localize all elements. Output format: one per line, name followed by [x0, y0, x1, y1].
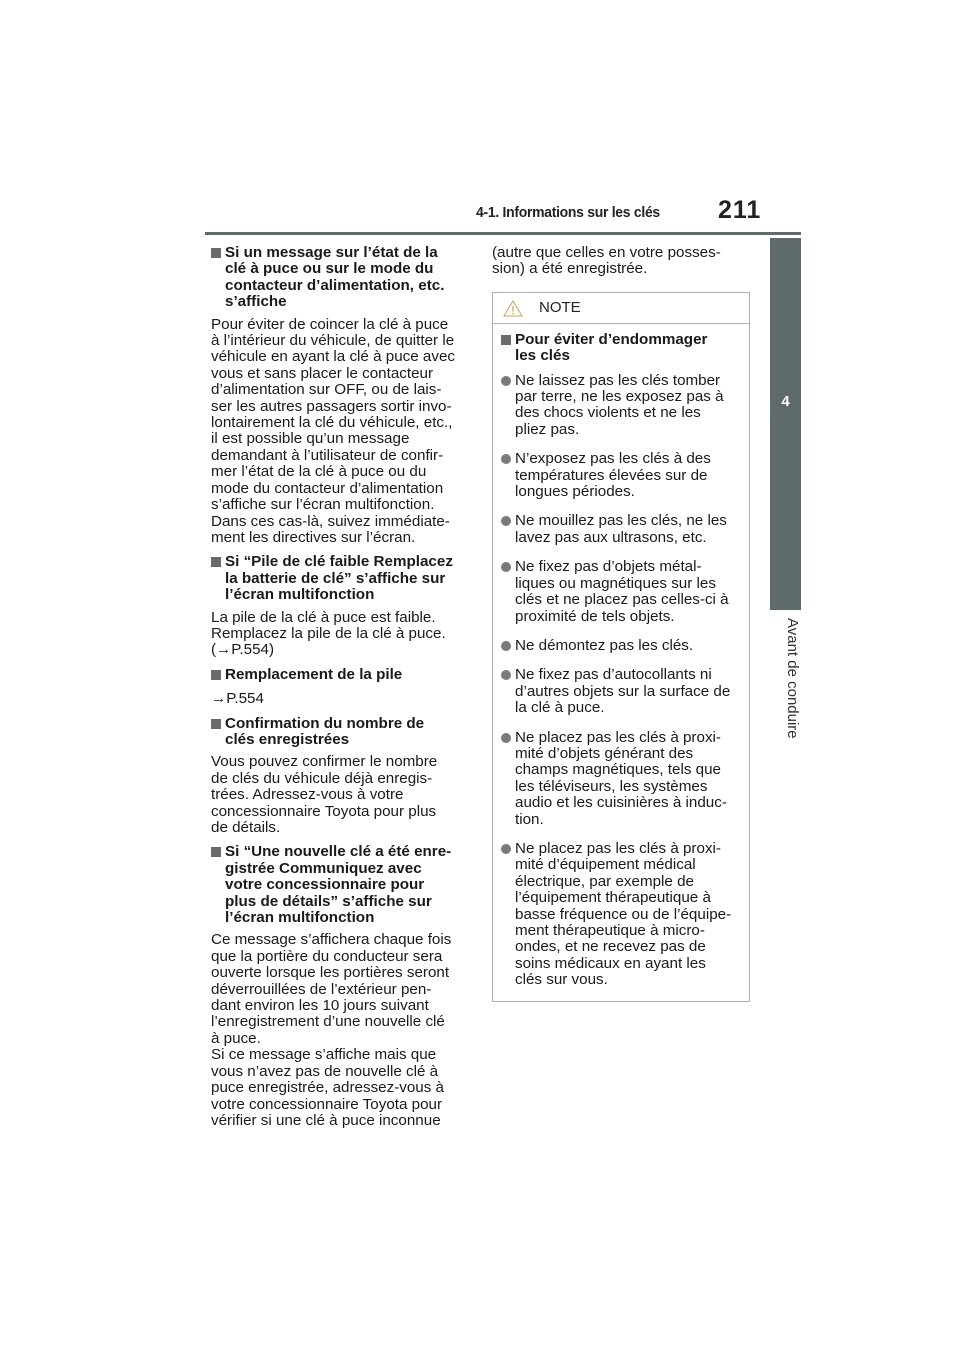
section-body: Pour éviter de coincer la clé à puce à l’intérieur du véhicule, de quitter le véhicule en ayant la clé à puce avec vous et sans placer le contacteur d’alimentation sur OFF, ou de lais- ser les autres passagers sortir invo- lontairement la clé du véhicule, etc., il est possible qu’un message demandant à l’utilisateur de confir- mer l’état de la clé à puce ou du mode du contacteur d’alimentation s’affiche sur l’écran multifonction. Dans ces cas-là, suivez immédiate- ment les directives sur l’écran.: [211, 315, 456, 546]
chapter-tab: [770, 238, 801, 610]
heading-text: Confirmation du nombre de clés enregistrées: [225, 714, 425, 748]
bullet-dot-icon: [501, 454, 511, 464]
note-bullet: [501, 638, 743, 654]
section-body: La pile de la clé à puce est faible. Remplacez la pile de la clé à puce. (→P.554): [211, 608, 446, 659]
bullet-dot-icon: [501, 641, 511, 651]
note-bullet: [501, 373, 743, 439]
right-column: [492, 245, 750, 1002]
chapter-label: [770, 618, 801, 778]
warning-triangle-icon: [503, 300, 523, 317]
bullet-text: Ne laissez pas les clés tomber par terre, ne les exposez pas à des chocs violents et ne les pliez pas.: [515, 371, 724, 438]
left-column: [211, 245, 471, 1133]
heading-text: Si “Une nouvelle clé a été enre- gistrée Communiquez avec votre concessionnaire pour plus de détails” s’affiche sur l’écran multifonction: [225, 843, 452, 927]
section-title: 4-1. Informations sur les clés: [476, 204, 660, 221]
header-rule: [205, 232, 801, 235]
page-number: 211: [718, 196, 762, 224]
bullet-text: Ne fixez pas d’objets métal- liques ou magnétiques sur les clés et ne placez pas celles-ci à proximité de tels objets.: [515, 558, 729, 625]
bullet-dot-icon: [501, 376, 511, 386]
continuation-text: (autre que celles en votre posses- sion) a été enregistrée.: [492, 244, 721, 278]
heading-text: Si un message sur l’état de la clé à puce ou sur le mode du contacteur d’alimentation, etc. s’affiche: [225, 244, 445, 311]
chapter-label-text: Avant de conduire: [784, 618, 801, 739]
bullet-text: Ne placez pas les clés à proxi- mité d’objets générant des champs magnétiques, tels que les téléviseurs, les systèmes audio et les cuisinières à induc- tion.: [515, 728, 727, 828]
note-bullet: [501, 513, 743, 546]
bullet-text: N’exposez pas les clés à des températures élevées sur de longues périodes.: [515, 450, 711, 501]
note-title: NOTE: [539, 298, 581, 316]
bullet-text: Ne placez pas les clés à proxi- mité d’équipement médical électrique, par exemple de l’équipement thérapeutique à basse fréquence ou de l’équipe- ment thérapeutique à micro- ondes, et ne recevez pas de soins médicaux en ayant les clés sur vous.: [515, 839, 732, 989]
bullet-text: Ne mouillez pas les clés, ne les lavez pas aux ultrasons, etc.: [515, 512, 727, 546]
square-bullet-icon: [501, 335, 511, 345]
bullet-text: Ne fixez pas d’autocollants ni d’autres objets sur la surface de la clé à puce.: [515, 666, 731, 717]
bullet-text: Ne démontez pas les clés.: [515, 636, 694, 654]
note-body: [493, 324, 749, 989]
square-bullet-icon: [211, 557, 221, 567]
section-body: →P.554: [211, 690, 264, 708]
section-heading: [211, 716, 471, 749]
chapter-number: 4: [781, 393, 790, 410]
section-heading: [211, 844, 471, 926]
note-bullet: [501, 451, 743, 500]
section-heading: [211, 667, 471, 683]
note-bullet: [501, 841, 743, 989]
note-header: [493, 293, 749, 324]
section-body: Ce message s’affichera chaque fois que la portière du conducteur sera ouverte lorsque les portières seront déverrouillées de l’extérieur pen- dant environ les 10 jours suivant l’enregistrement d’une nouvelle clé à puce. Si ce message s’affiche mais que vous n’avez pas de nouvelle clé à puce enregistrée, adressez-vous à votre concessionnaire Toyota pour vérifier si une clé à puce inconnue: [211, 931, 452, 1129]
bullet-dot-icon: [501, 733, 511, 743]
note-bullet: [501, 730, 743, 828]
section-heading: [211, 554, 471, 603]
bullet-dot-icon: [501, 562, 511, 572]
bullet-dot-icon: [501, 670, 511, 680]
note-heading-text: Pour éviter d’endommager les clés: [515, 330, 708, 365]
note-bullet: [501, 667, 743, 716]
section-heading: [211, 245, 471, 311]
square-bullet-icon: [211, 847, 221, 857]
note-bullet: [501, 559, 743, 625]
note-heading: [501, 332, 743, 365]
square-bullet-icon: [211, 248, 221, 258]
note-box: [492, 292, 750, 1002]
square-bullet-icon: [211, 670, 221, 680]
bullet-dot-icon: [501, 516, 511, 526]
heading-text: Si “Pile de clé faible Remplacez la batterie de clé” s’affiche sur l’écran multifonction: [225, 553, 453, 604]
heading-text: Remplacement de la pile: [225, 665, 403, 683]
bullet-dot-icon: [501, 844, 511, 854]
square-bullet-icon: [211, 719, 221, 729]
section-body: Vous pouvez confirmer le nombre de clés du véhicule déjà enregis- trées. Adressez-vous à votre concessionnaire Toyota pour plus de détails.: [211, 753, 438, 836]
